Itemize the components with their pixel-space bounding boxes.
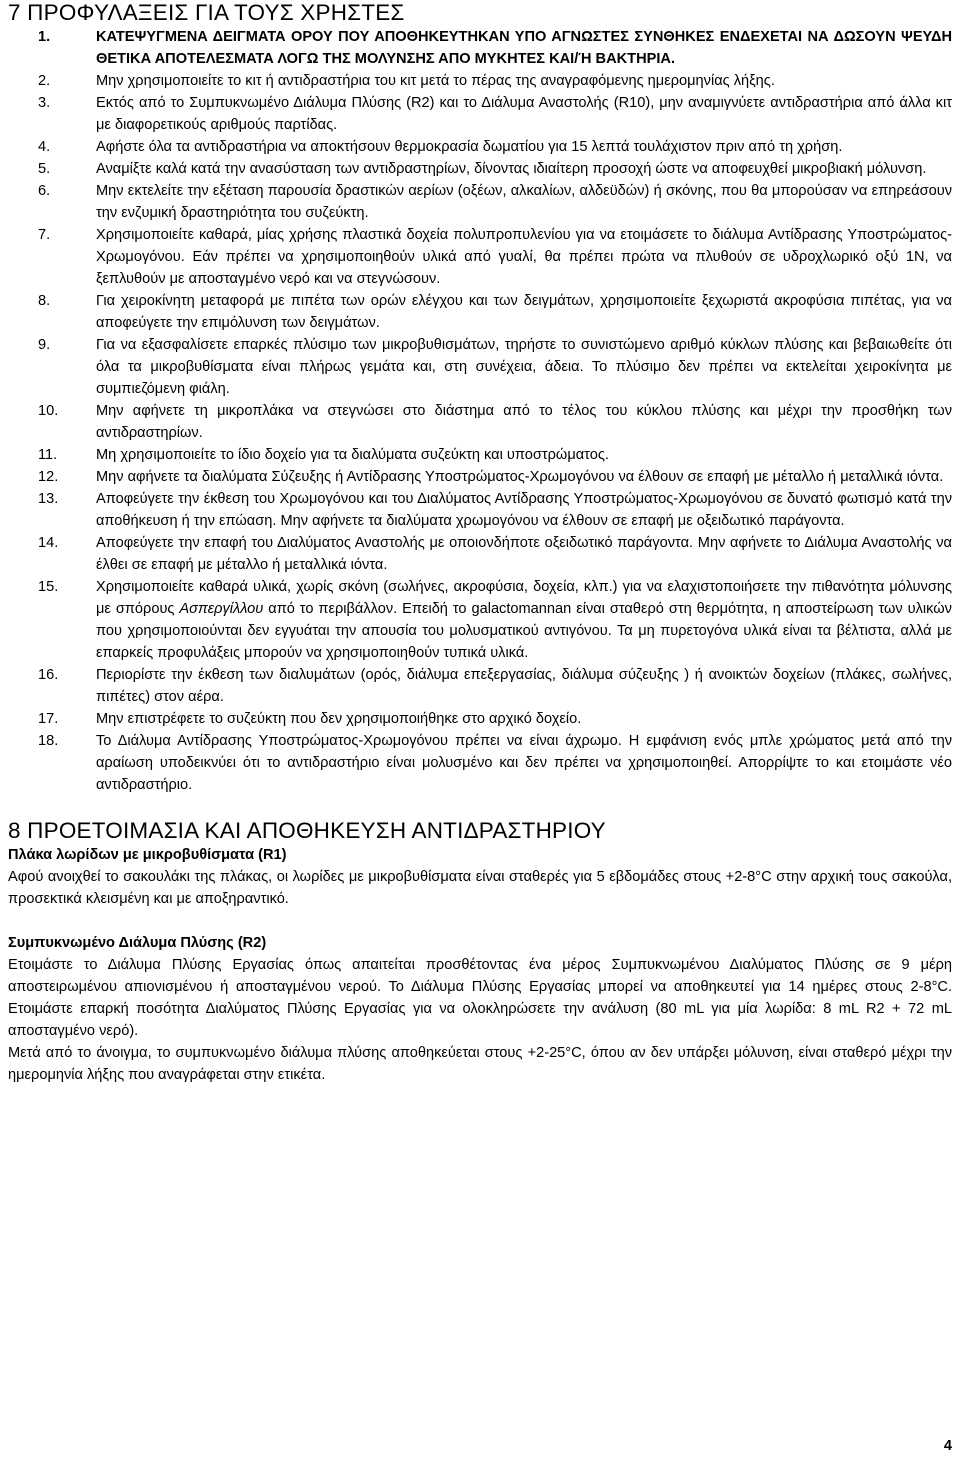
item-number: 9. xyxy=(38,337,51,353)
list-item xyxy=(8,708,952,730)
precautions-list xyxy=(8,26,952,796)
list-item xyxy=(8,26,952,70)
item-text: ΚΑΤΕΨΥΓΜΕΝΑ ΔΕΙΓΜΑΤΑ ΟΡΟΥ ΠΟΥ ΑΠΟΘΗΚΕΥΤΗΚΑΝ ΥΠΟ ΑΓΝΩΣΤΕΣ ΣΥΝΘΗΚΕΣ ΕΝΔΕΧΕΤΑΙ ΝΑ ΔΩΣΟΥΝ ΨΕΥΔΗ ΘΕΤΙΚΑ ΑΠΟΤΕΛΕΣΜΑΤΑ ΛΟΓΩ ΤΗΣ ΜΟΛΥΝΣΗΣ ΑΠΟ ΜΥΚΗΤΕΣ ΚΑΙ/Ή ΒΑΚΤΗΡΙΑ. xyxy=(96,29,952,67)
list-item xyxy=(8,136,952,158)
list-item xyxy=(8,290,952,334)
item-number: 10. xyxy=(38,403,59,419)
item-number: 6. xyxy=(38,183,51,199)
list-item xyxy=(8,92,952,136)
item-number: 3. xyxy=(38,95,51,111)
list-item xyxy=(8,400,952,444)
r2-paragraph-1: Ετοιμάστε το Διάλυμα Πλύσης Εργασίας όπως απαιτείται προσθέτοντας ένα μέρος Συμπυκνωμένου Διαλύματος Πλύσης σε 9 μέρη αποστειρωμένου απιονισμένου ή αποσταγμένου νερού. Το Διάλυμα Πλύσης Εργασίας μπορεί να αποθηκευτεί για 14 ημέρες στους 2-8°C. Ετοιμάστε επαρκή ποσότητα Διαλύματος Πλύσης Εργασίας για να ολοκληρώσετε την ανάλυση (80 mL για μία λωρίδα: 8 mL R2 + 72 mL αποσταγμένο νερό). xyxy=(8,957,952,1039)
item-number: 15. xyxy=(38,579,59,595)
list-item xyxy=(8,466,952,488)
item-number: 12. xyxy=(38,469,59,485)
item-number: 18. xyxy=(38,733,59,749)
item-text: Μην εκτελείτε την εξέταση παρουσία δραστικών αερίων (οξέων, αλκαλίων, αλδεϋδών) ή σκόνης, που θα μπορούσαν να επηρεάσουν την ενζυμική δραστηριότητα του συζεύκτη. xyxy=(96,183,952,221)
item-text: Μη χρησιμοποιείτε το ίδιο δοχείο για τα διαλύματα συζεύκτη και υποστρώματος. xyxy=(96,447,609,463)
item-number: 16. xyxy=(38,667,59,683)
item-text: Για χειροκίνητη μεταφορά με πιπέτα των ορών ελέγχου και των δειγμάτων, χρησιμοποιείτε ξεχωριστά ακροφύσια πιπέτας, για να αποφεύγετε την επιμόλυνση των δειγμάτων. xyxy=(96,293,952,331)
item-text: Το Διάλυμα Αντίδρασης Υποστρώματος-Χρωμογόνου πρέπει να είναι άχρωμο. Η εμφάνιση ενός μπλε χρώματος μετά από την αραίωση υποδεικνύει ότι το αντιδραστήριο είναι μολυσμένο και δεν πρέπει να χρησιμοποιηθεί. Απορρίψτε το και ετοιμάστε νέο αντιδραστήριο. xyxy=(96,733,952,793)
item-text: Μην χρησιμοποιείτε το κιτ ή αντιδραστήρια του κιτ μετά το πέρας της αναγραφόμενης ημερομηνίας λήξης. xyxy=(96,73,775,89)
r2-heading: Συμπυκνωμένο Διάλυμα Πλύσης (R2) xyxy=(8,935,267,951)
section-7-title: 7 ΠΡΟΦΥΛΑΞΕΙΣ ΓΙΑ ΤΟΥΣ ΧΡΗΣΤΕΣ xyxy=(8,0,405,25)
item-number: 4. xyxy=(38,139,51,155)
item-text: Εκτός από το Συμπυκνωμένο Διάλυμα Πλύσης (R2) και το Διάλυμα Αναστολής (R10), μην αναμιγνύετε αντιδραστήρια από άλλα κιτ με διαφορετικούς αριθμούς παρτίδας. xyxy=(96,95,952,133)
document-page xyxy=(8,0,952,1086)
item-text: Περιορίστε την έκθεση των διαλυμάτων (ορός, διάλυμα επεξεργασίας, διάλυμα σύζευξης ) ή ανοικτών δοχείων (πλάκες, σωλήνες, πιπέτες) στον αέρα. xyxy=(96,667,952,705)
list-item xyxy=(8,664,952,708)
item-number: 2. xyxy=(38,73,51,89)
item-text: Αναμίξτε καλά κατά την ανασύσταση των αντιδραστηρίων, δίνοντας ιδιαίτερη προσοχή ώστε να αποφευχθεί μικροβιακή μόλυνση. xyxy=(96,161,927,177)
item-text: Αποφεύγετε την έκθεση του Χρωμογόνου και του Διαλύματος Αντίδρασης Υποστρώματος-Χρωμογόνου σε δυνατό φωτισμό κατά την αποθήκευση ή την επώαση. Μην αφήνετε τα διαλύματα χρωμογόνου να έλθουν σε επαφή με οξειδωτικό παράγοντα. xyxy=(96,491,952,529)
item-number: 5. xyxy=(38,161,51,177)
list-item xyxy=(8,730,952,796)
item-number: 14. xyxy=(38,535,59,551)
r1-heading: Πλάκα λωρίδων με μικροβυθίσματα (R1) xyxy=(8,847,287,863)
item-text: Χρησιμοποιείτε καθαρά, μίας χρήσης πλαστικά δοχεία πολυπροπυλενίου για να ετοιμάσετε το διάλυμα Αντίδρασης Υποστρώματος-Χρωμογόνου. Εάν πρέπει να χρησιμοποιηθούν υλικά από γυαλί, θα πρέπει πρώτα να πλυθούν σε υδροχλωρικό οξύ 1N, να ξεπλυθούν με αποσταγμένο νερό και να στεγνώσουν. xyxy=(96,227,952,287)
item-text-post: από το περιβάλλον. Επειδή το galactomannan είναι σταθερό στη θερμότητα, η αποστείρωση των υλικών που χρησιμοποιούνται δεν εγγυάται την απουσία του μολυσματικού αντιγόνου. Τα μη πυρετογόνα υλικά είναι τα βέλτιστα, αλλά με επαρκείς προφυλάξεις μπορούν να χρησιμοποιηθούν τυπικά υλικά. xyxy=(96,601,952,661)
r1-paragraph: Αφού ανοιχθεί το σακουλάκι της πλάκας, οι λωρίδες με μικροβυθίσματα είναι σταθερές για 5 εβδομάδες στους +2-8°C στην αρχική τους σακούλα, προσεκτικά κλεισμένη και με αποξηραντικό. xyxy=(8,869,952,907)
list-item xyxy=(8,532,952,576)
item-number: 8. xyxy=(38,293,51,309)
list-item xyxy=(8,488,952,532)
list-item xyxy=(8,158,952,180)
item-number: 1. xyxy=(38,29,51,45)
r2-paragraph-2: Μετά από το άνοιγμα, το συμπυκνωμένο διάλυμα πλύσης αποθηκεύεται στους +2-25°C, όπου αν δεν υπάρξει μόλυνση, είναι σταθερό μέχρι την ημερομηνία λήξης που αναγράφεται στην ετικέτα. xyxy=(8,1045,952,1083)
item-text xyxy=(96,576,952,664)
item-text: Αφήστε όλα τα αντιδραστήρια να αποκτήσουν θερμοκρασία δωματίου για 15 λεπτά τουλάχιστον πριν από τη χρήση. xyxy=(96,139,843,155)
item-text-pre: Χρησιμοποιείτε καθαρά υλικά, χωρίς σκόνη (σωλήνες, ακροφύσια, δοχεία, κλπ.) για να ελαχιστοποιήσετε την πιθανότητα μόλυνσης με σπόρους xyxy=(96,579,952,617)
item-text-italic: Ασπεργίλλου xyxy=(179,601,264,617)
section-8-title: 8 ΠΡΟΕΤΟΙΜΑΣΙΑ ΚΑΙ ΑΠΟΘΗΚΕΥΣΗ ΑΝΤΙΔΡΑΣΤΗΡΙΟΥ xyxy=(8,818,606,843)
item-number: 11. xyxy=(38,447,58,463)
item-text: Αποφεύγετε την επαφή του Διαλύματος Αναστολής με οποιονδήποτε οξειδωτικό παράγοντα. Μην αφήνετε το Διάλυμα Αναστολής να έλθει σε επαφή με μέταλλο ή μεταλλικά ιόντα. xyxy=(96,535,952,573)
list-item xyxy=(8,576,952,664)
item-number: 17. xyxy=(38,711,59,727)
page-number: 4 xyxy=(943,1438,952,1454)
list-item xyxy=(8,224,952,290)
item-text: Για να εξασφαλίσετε επαρκές πλύσιμο των μικροβυθισμάτων, τηρήστε το συνιστώμενο αριθμό κύκλων πλύσης και βεβαιωθείτε ότι όλα τα μικροβυθίσματα είναι πλήρως γεμάτα και, στη συνέχεια, άδεια. Το πλύσιμο δεν πρέπει να εκτελείται χειροκίνητα με συμπιεζόμενη φιάλη. xyxy=(96,337,952,397)
item-number: 7. xyxy=(38,227,51,243)
item-number: 13. xyxy=(38,491,59,507)
item-text: Μην αφήνετε τα διαλύματα Σύζευξης ή Αντίδρασης Υποστρώματος-Χρωμογόνου να έλθουν σε επαφή με μέταλλο ή μεταλλικά ιόντα. xyxy=(96,469,944,485)
list-item xyxy=(8,180,952,224)
item-text: Μην επιστρέφετε το συζεύκτη που δεν χρησιμοποιήθηκε στο αρχικό δοχείο. xyxy=(96,711,582,727)
list-item xyxy=(8,444,952,466)
list-item xyxy=(8,70,952,92)
item-text: Μην αφήνετε τη μικροπλάκα να στεγνώσει στο διάστημα από το τέλος του κύκλου πλύσης και μέχρι την προσθήκη των αντιδραστηρίων. xyxy=(96,403,952,441)
list-item xyxy=(8,334,952,400)
